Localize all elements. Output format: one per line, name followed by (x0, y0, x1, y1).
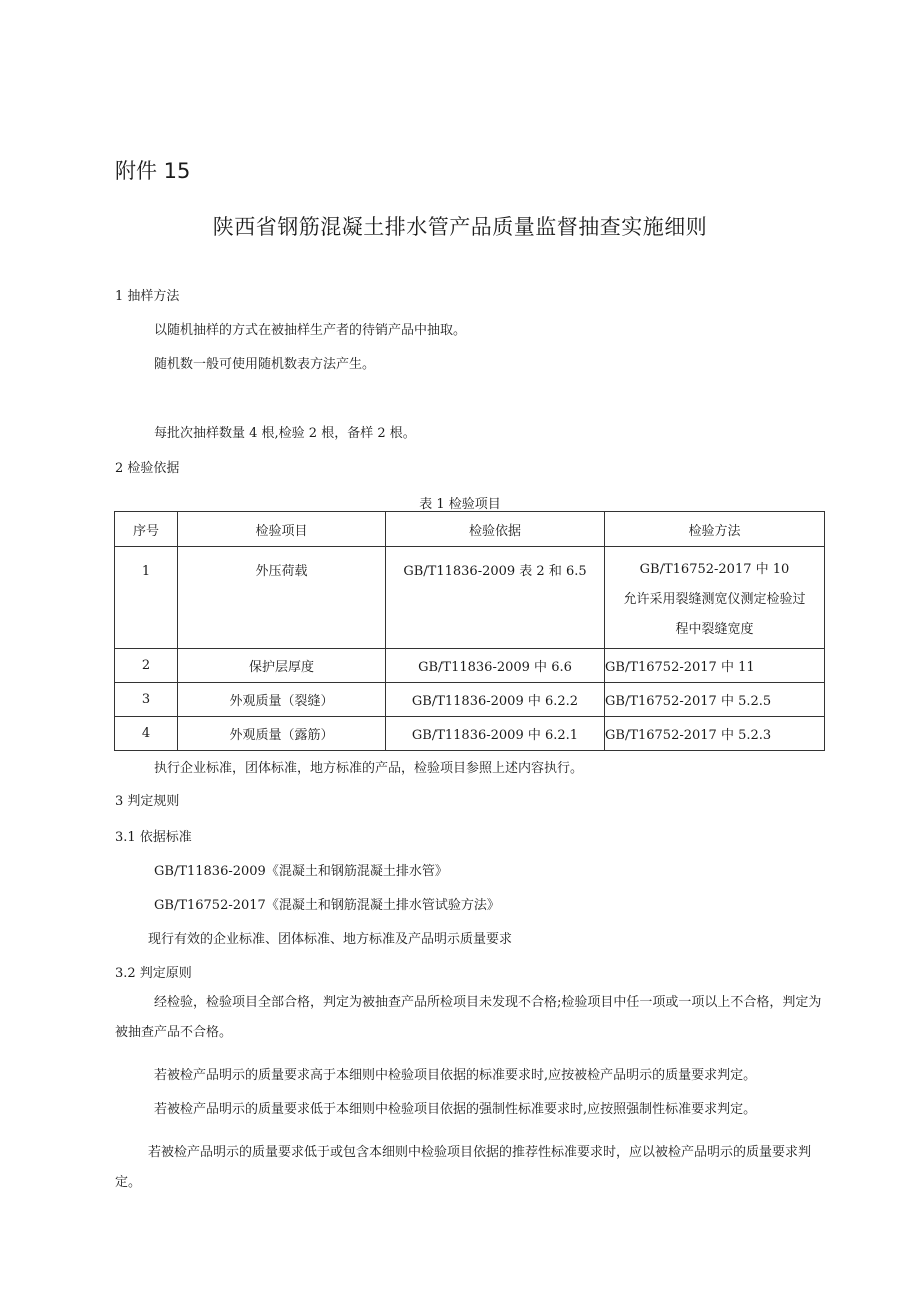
inspection-items-table (114, 511, 825, 751)
subsection-3-2-heading: 3.2 判定原则 (115, 966, 192, 981)
section-2-heading: 2 检验依据 (115, 461, 180, 476)
table-row (115, 683, 825, 717)
row-basis: GB/T11836-2009 中 6.2.1 (386, 717, 605, 751)
row-basis: GB/T11836-2009 中 6.6 (386, 649, 605, 683)
standard-3: 现行有效的企业标准、团体标准、地方标准及产品明示质量要求 (148, 932, 513, 947)
header-cell: 检验项目 (178, 512, 386, 547)
table-row (115, 649, 825, 683)
row-item: 外观质量（裂缝） (178, 683, 386, 717)
row-item: 外观质量（露筋） (178, 717, 386, 751)
row-item: 保护层厚度 (178, 649, 386, 683)
header-cell: 检验依据 (386, 512, 605, 547)
section-1-heading: 1 抽样方法 (115, 289, 180, 304)
method-line: GB/T16752-2017 中 10 (639, 562, 790, 577)
row-item: 外压荷载 (178, 547, 386, 649)
row-basis: GB/T11836-2009 表 2 和 6.5 (386, 547, 605, 649)
judgment-paragraph-4: 若被检产品明示的质量要求低于或包含本细则中检验项目依据的推荐性标准要求时，应以被检产品明示的质量要求判定。 (115, 1145, 812, 1190)
judgment-paragraph-3: 若被检产品明示的质量要求低于本细则中检验项目依据的强制性标准要求时,应按照强制性标准要求判定。 (154, 1102, 757, 1117)
row-method: GB/T16752-2017 中 5.2.3 (605, 717, 825, 751)
sampling-paragraph-1: 以随机抽样的方式在被抽样生产者的待销产品中抽取。 (154, 323, 467, 338)
table-note: 执行企业标准，团体标准，地方标准的产品，检验项目参照上述内容执行。 (154, 761, 584, 776)
method-line: 程中裂缝宽度 (675, 622, 754, 637)
row-method: GB/T16752-2017 中 11 (605, 649, 825, 683)
subsection-3-1-heading: 3.1 依据标准 (115, 830, 192, 845)
judgment-paragraph-1: 经检验，检验项目全部合格，判定为被抽查产品所检项目未发现不合格;检验项目中任一项或一项以上不合格，判定为被抽查产品不合格。 (115, 995, 822, 1040)
table-header-row (115, 512, 825, 547)
row-number: 2 (115, 649, 178, 683)
row-method: GB/T16752-2017 中 5.2.5 (605, 683, 825, 717)
document-title: 陕西省钢筋混凝土排水管产品质量监督抽查实施细则 (212, 215, 708, 239)
header-cell: 序号 (115, 512, 178, 547)
table-caption: 表 1 检验项目 (419, 497, 501, 512)
judgment-paragraph-2: 若被检产品明示的质量要求高于本细则中检验项目依据的标准要求时,应按被检产品明示的质量要求判定。 (154, 1068, 757, 1083)
row-basis: GB/T11836-2009 中 6.2.2 (386, 683, 605, 717)
section-3-heading: 3 判定规则 (115, 794, 180, 809)
table-row (115, 717, 825, 751)
table-row (115, 547, 825, 649)
row-number: 4 (115, 717, 178, 751)
sampling-paragraph-2: 随机数一般可使用随机数表方法产生。 (154, 357, 376, 372)
standard-2: GB/T16752-2017《混凝土和钢筋混凝土排水管试验方法》 (154, 898, 500, 913)
standard-1: GB/T11836-2009《混凝土和钢筋混凝土排水管》 (154, 864, 448, 879)
row-method (605, 547, 825, 649)
sampling-paragraph-3: 每批次抽样数量 4 根,检验 2 根，备样 2 根。 (154, 426, 416, 441)
row-number: 1 (115, 547, 178, 649)
attachment-label: 附件 15 (115, 159, 191, 183)
header-cell: 检验方法 (605, 512, 825, 547)
row-number: 3 (115, 683, 178, 717)
method-line: 允许采用裂缝测宽仪测定检验过 (623, 592, 806, 607)
